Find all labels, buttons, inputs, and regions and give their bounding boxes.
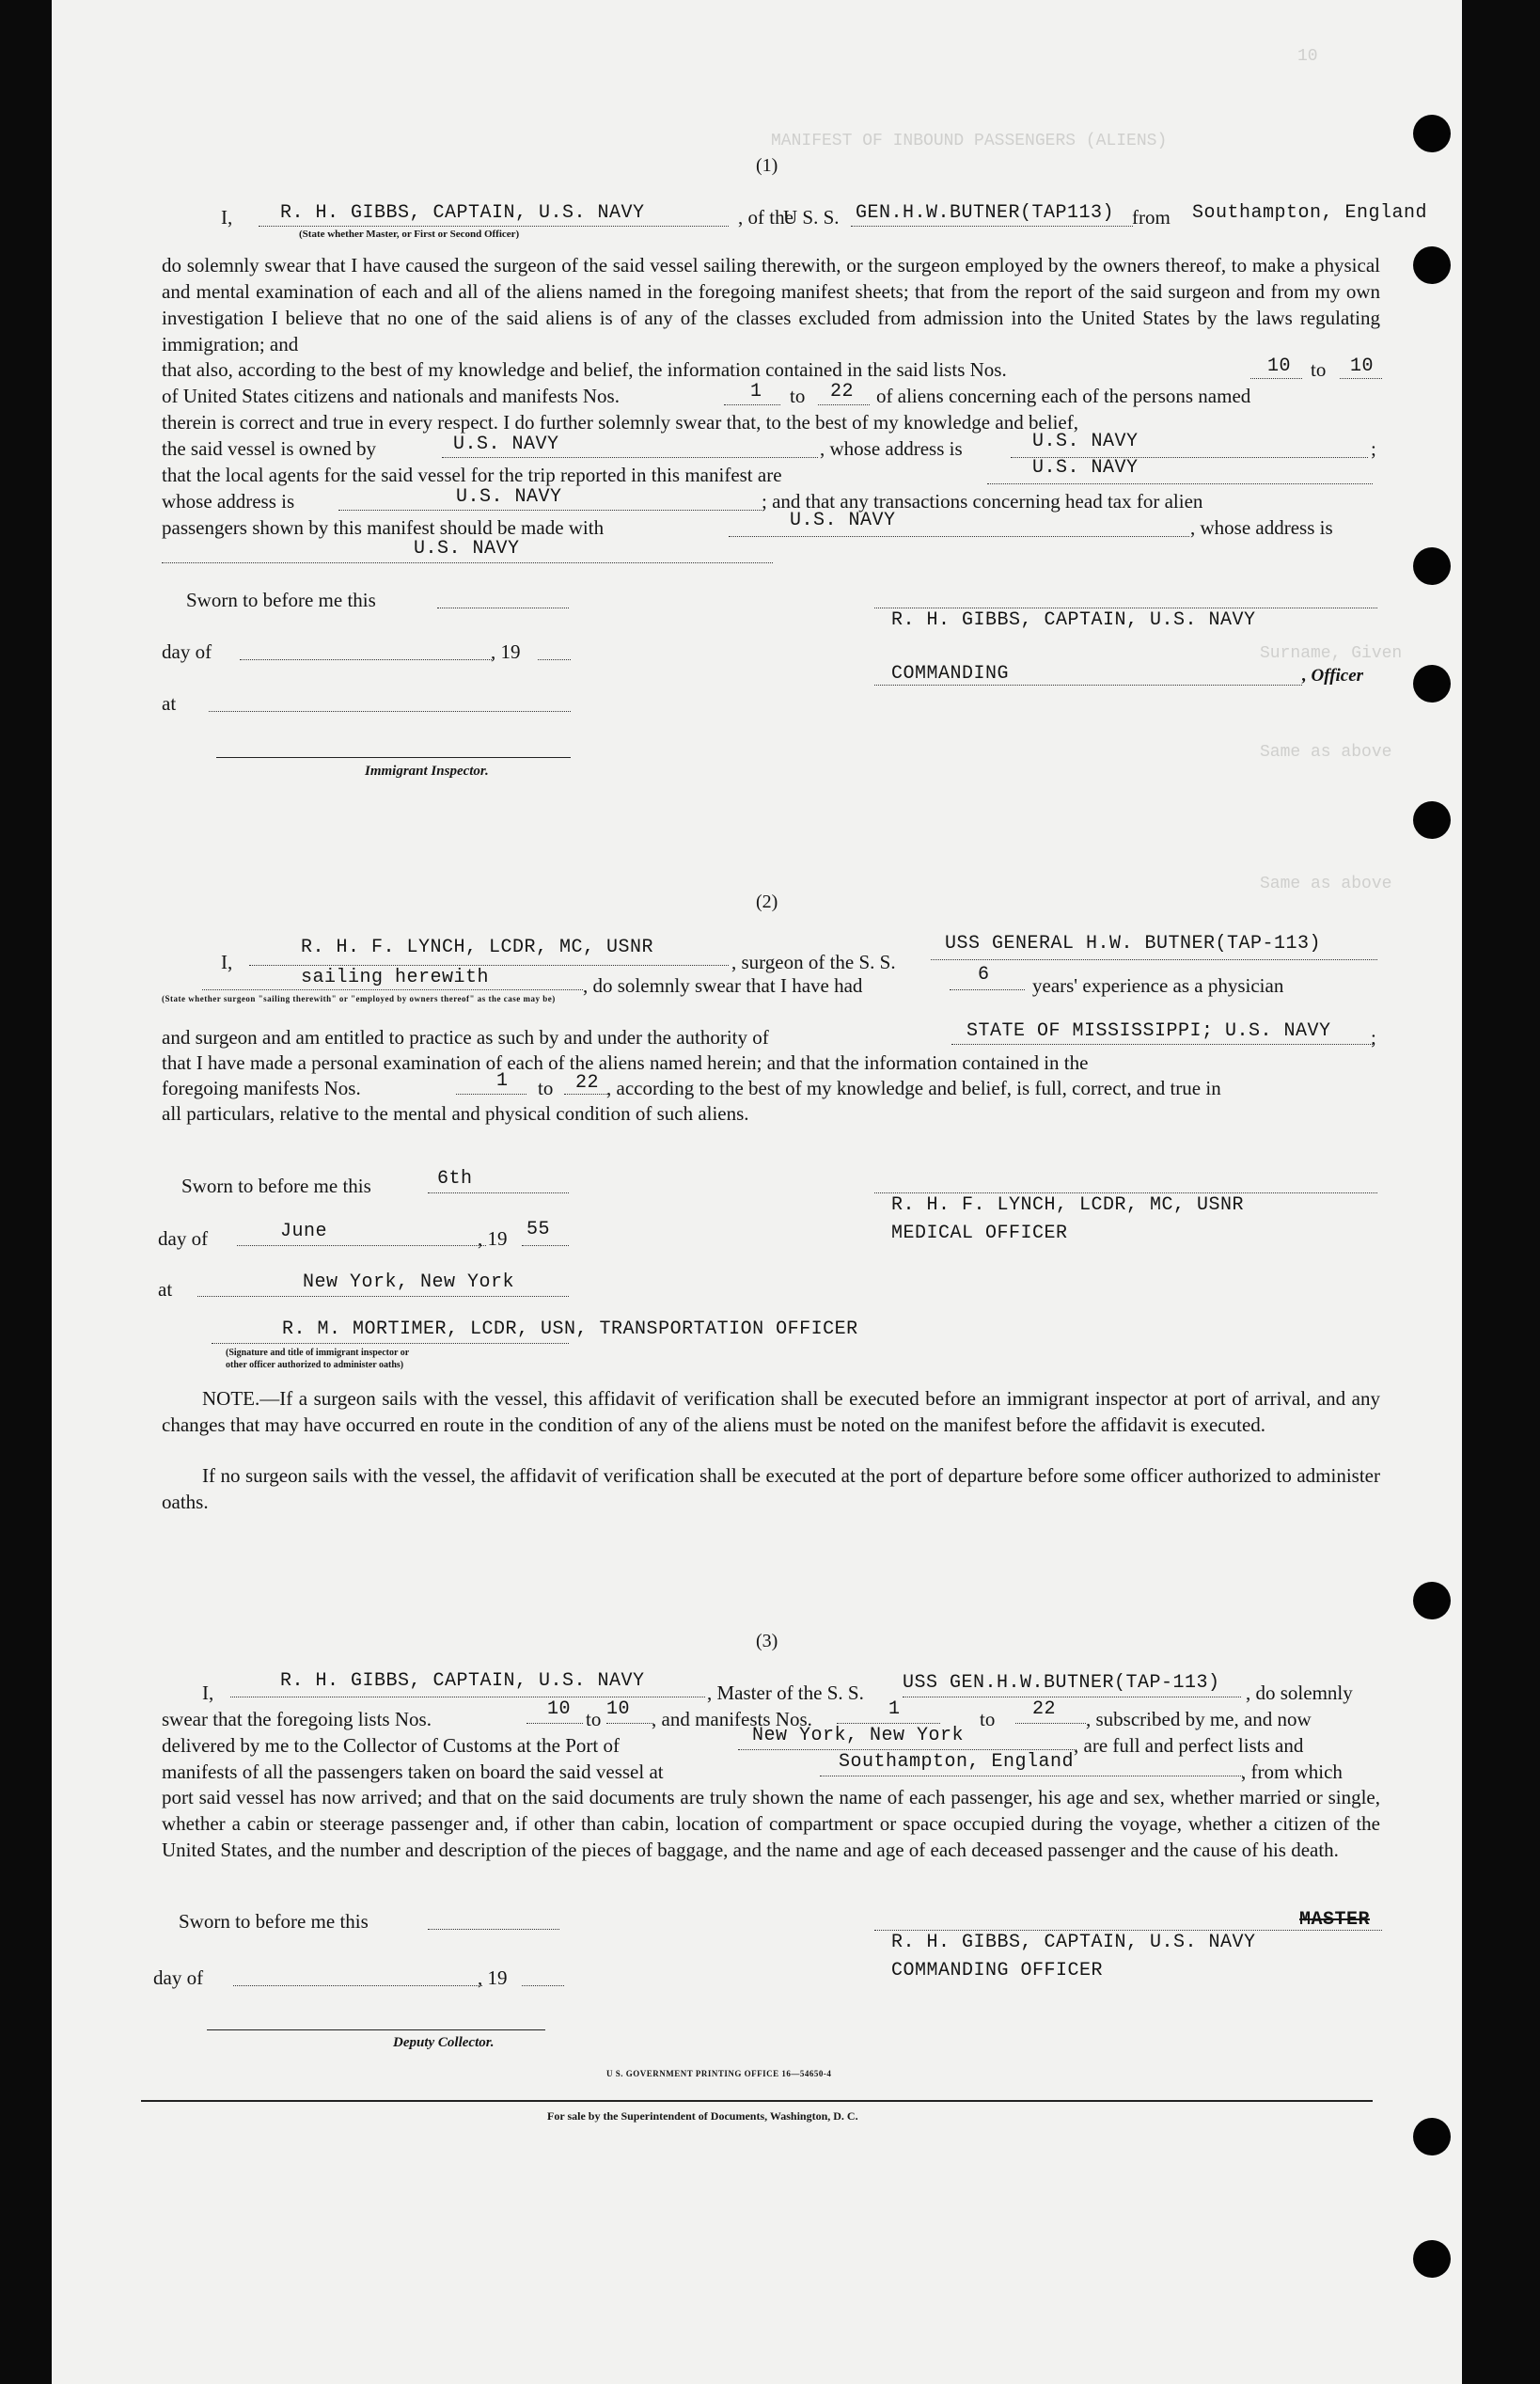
owner-address-field[interactable]: U.S. NAVY bbox=[1032, 431, 1139, 452]
text-line: , subscribed by me, and now bbox=[1086, 1708, 1312, 1730]
section-number: (1) bbox=[756, 155, 778, 176]
surgeon-signature: R. H. F. LYNCH, LCDR, MC, USNR bbox=[891, 1194, 1245, 1216]
text-line: passengers shown by this manifest should be made with bbox=[162, 516, 605, 539]
lists-to-field[interactable]: 10 bbox=[1350, 355, 1375, 377]
sworn-day-field[interactable]: 6th bbox=[437, 1168, 473, 1190]
year-label: , 19 bbox=[478, 1966, 508, 1989]
ss-label: U S. S. bbox=[783, 206, 840, 229]
field-caption: other officer authorized to administer oaths) bbox=[226, 1360, 404, 1370]
oath-officer-signature: R. M. MORTIMER, LCDR, USN, TRANSPORTATION OFFICER bbox=[282, 1318, 858, 1340]
text-line: manifests of all the passengers taken on board the said vessel at bbox=[162, 1760, 664, 1783]
year-label: , 19 bbox=[491, 640, 521, 663]
oath-paragraph-3: port said vessel has now arrived; and that on the said documents are truly shown the name of each passenger, his age and sex, whether married or single, whether a cabin or steerage passenger and, if other than cabin, location of compartment or space occupied during the voyage, whether a citizen of the United States, and the number and description of the pieces of baggage, and the name and age of each deceased passenger and the cause of his death. bbox=[162, 1786, 1380, 1861]
collector-caption: Deputy Collector. bbox=[393, 2035, 495, 2050]
text-line: swear that the foregoing lists Nos. bbox=[162, 1708, 432, 1730]
field-caption: (Signature and title of immigrant inspector or bbox=[226, 1348, 410, 1358]
at-label: at bbox=[158, 1278, 173, 1301]
sworn-label: Sworn to before me this bbox=[181, 1175, 371, 1197]
manifest-to-field-2[interactable]: 22 bbox=[575, 1072, 600, 1094]
note-label: NOTE. bbox=[202, 1387, 260, 1410]
text-line: and surgeon and am entitled to practice as such by and under the authority of bbox=[162, 1026, 769, 1049]
captain-signature: R. H. GIBBS, CAPTAIN, U.S. NAVY bbox=[891, 609, 1256, 631]
field-caption: (State whether surgeon "sailing therewith" or "employed by owners thereof" as the case may be) bbox=[162, 994, 556, 1003]
tax-address-field[interactable]: U.S. NAVY bbox=[414, 538, 520, 560]
text-line: delivered by me to the Collector of Customs at the Port of bbox=[162, 1734, 620, 1757]
text-line: that also, according to the best of my knowledge and belief, the information contained in the said lists Nos. bbox=[162, 358, 1007, 381]
manifest-to-field-3[interactable]: 22 bbox=[1032, 1698, 1057, 1720]
month-field[interactable]: June bbox=[280, 1221, 328, 1242]
year-label: , 19 bbox=[478, 1227, 508, 1250]
note-paragraph bbox=[162, 1385, 1380, 1438]
binder-hole bbox=[1413, 665, 1451, 703]
sailing-status-field[interactable]: sailing herewith bbox=[301, 967, 490, 988]
footer-note: For sale by the Superintendent of Documents, Washington, D. C. bbox=[547, 2109, 858, 2123]
master-title: COMMANDING OFFICER bbox=[891, 1960, 1104, 1981]
text-line: to bbox=[980, 1708, 996, 1730]
binder-hole bbox=[1413, 1582, 1451, 1619]
manifest-from-field-2[interactable]: 1 bbox=[496, 1070, 509, 1092]
text-line: , according to the best of my knowledge and belief, is full, correct, and true in bbox=[606, 1077, 1221, 1099]
text-line: that the local agents for the said vessel for the trip reported in this manifest are bbox=[162, 464, 782, 486]
captain-title: COMMANDING bbox=[891, 663, 1010, 685]
text-line: , surgeon of the S. S. bbox=[731, 951, 896, 973]
vessel-field[interactable]: GEN.H.W.BUTNER(TAP113) bbox=[856, 202, 1115, 224]
text-line: of United States citizens and nationals and manifests Nos. bbox=[162, 385, 620, 407]
surgeon-title: MEDICAL OFFICER bbox=[891, 1223, 1068, 1244]
printing-office-note: U S. GOVERNMENT PRINTING OFFICE 16—54650-4 bbox=[606, 2069, 832, 2078]
lists-to-field-3[interactable]: 10 bbox=[606, 1698, 631, 1720]
page-corner-number: 10 bbox=[1297, 47, 1318, 66]
line-label: I, bbox=[202, 1681, 214, 1704]
year-field[interactable]: 55 bbox=[526, 1219, 551, 1240]
sworn-label: Sworn to before me this bbox=[186, 589, 376, 611]
owner-field[interactable]: U.S. NAVY bbox=[453, 434, 559, 455]
binder-hole bbox=[1413, 115, 1451, 152]
note-text: —If a surgeon sails with the vessel, this affidavit of verification shall be executed before an immigrant inspector at port of arrival, and any changes that may have occurred en route in the condition of any of the aliens must be noted on the manifest before the affidavit is executed. bbox=[162, 1387, 1380, 1436]
binder-hole bbox=[1413, 2240, 1451, 2278]
vessel-field-3[interactable]: USS GEN.H.W.BUTNER(TAP-113) bbox=[903, 1672, 1220, 1694]
sworn-label: Sworn to before me this bbox=[179, 1910, 369, 1933]
day-of-label: day of bbox=[153, 1966, 204, 1989]
text-line: , whose address is bbox=[1190, 516, 1333, 539]
note-paragraph-2: If no surgeon sails with the vessel, the affidavit of verification shall be executed at the port of departure before some officer authorized to administer oaths. bbox=[162, 1464, 1380, 1513]
master-name-field[interactable]: R. H. GIBBS, CAPTAIN, U.S. NAVY bbox=[280, 202, 645, 224]
lists-from-field-3[interactable]: 10 bbox=[547, 1698, 572, 1720]
tax-party-field[interactable]: U.S. NAVY bbox=[790, 510, 896, 531]
master-signature: R. H. GIBBS, CAPTAIN, U.S. NAVY bbox=[891, 1932, 1256, 1953]
manifest-from-field-3[interactable]: 1 bbox=[888, 1698, 901, 1720]
text-line: , do solemnly swear that I have had bbox=[583, 974, 863, 997]
text-line: ; and that any transactions concerning head tax for alien bbox=[762, 490, 1203, 513]
text-line: foregoing manifests Nos. bbox=[162, 1077, 361, 1099]
section-number: (3) bbox=[756, 1631, 778, 1651]
agents-field[interactable]: U.S. NAVY bbox=[1032, 457, 1139, 479]
day-of-label: day of bbox=[162, 640, 212, 663]
inspector-caption: Immigrant Inspector. bbox=[365, 764, 489, 779]
surgeon-name-field[interactable]: R. H. F. LYNCH, LCDR, MC, USNR bbox=[301, 937, 654, 958]
manifest-to-field[interactable]: 22 bbox=[830, 381, 855, 403]
text-line: of aliens concerning each of the persons named bbox=[876, 385, 1251, 407]
binder-hole bbox=[1413, 547, 1451, 585]
manifest-from-field[interactable]: 1 bbox=[750, 381, 762, 403]
text-line: , and manifests Nos. bbox=[652, 1708, 812, 1730]
at-label: at bbox=[162, 692, 177, 715]
departure-port-field[interactable]: Southampton, England bbox=[1192, 202, 1428, 224]
line-label: I, bbox=[221, 206, 233, 229]
text-line: , Master of the S. S. bbox=[707, 1681, 864, 1704]
line-label: , of the bbox=[738, 206, 794, 229]
agents-address-field[interactable]: U.S. NAVY bbox=[456, 486, 562, 508]
text-line: years' experience as a physician bbox=[1032, 974, 1284, 997]
text-line: to bbox=[790, 385, 806, 407]
text-line: that I have made a personal examination of each of the aliens named herein; and that the information contained in the bbox=[162, 1051, 1089, 1074]
from-label: from bbox=[1132, 206, 1171, 229]
text-line: to bbox=[586, 1708, 602, 1730]
text-line: , whose address is bbox=[820, 437, 963, 460]
place-field[interactable]: New York, New York bbox=[303, 1271, 515, 1293]
struck-master-label: MASTER bbox=[1299, 1909, 1371, 1931]
text-line: , are full and perfect lists and bbox=[1074, 1734, 1304, 1757]
oath-paragraph: do solemnly swear that I have caused the surgeon of the said vessel sailing therewith, or the surgeon employed by the owners thereof, to make a physical and mental examination of each and all of the aliens named in the foregoing manifest sheets; that from the report of the said surgeon and from my own investigation I believe that no one of the said aliens is of any of the classes excluded from admission into the United States by the laws regulating immigration; and bbox=[162, 254, 1380, 355]
binder-hole bbox=[1413, 246, 1451, 284]
binder-hole bbox=[1413, 801, 1451, 839]
text-line: to bbox=[538, 1077, 554, 1099]
text-line: whose address is bbox=[162, 490, 295, 513]
text-line: therein is correct and true in every respect. I do further solemnly swear that, to the best of my knowledge and belief, bbox=[162, 411, 1078, 434]
text-line: to bbox=[1311, 358, 1327, 381]
section-number: (2) bbox=[756, 892, 778, 912]
officer-label: , Officer bbox=[1302, 666, 1364, 686]
vessel-field-2[interactable]: USS GENERAL H.W. BUTNER(TAP-113) bbox=[945, 933, 1322, 955]
text-line: , do solemnly bbox=[1246, 1681, 1353, 1704]
day-of-label: day of bbox=[158, 1227, 209, 1250]
line-label: I, bbox=[221, 951, 233, 973]
years-field[interactable]: 6 bbox=[978, 964, 990, 986]
field-caption: (State whether Master, or First or Second Officer) bbox=[299, 229, 520, 240]
master-name-field-3[interactable]: R. H. GIBBS, CAPTAIN, U.S. NAVY bbox=[280, 1670, 645, 1692]
authority-field[interactable]: STATE OF MISSISSIPPI; U.S. NAVY bbox=[966, 1020, 1331, 1042]
text-line: , from which bbox=[1241, 1760, 1343, 1783]
boarding-port-field[interactable]: Southampton, England bbox=[839, 1751, 1075, 1773]
text-line: all particulars, relative to the mental and physical condition of such aliens. bbox=[162, 1102, 749, 1125]
arrival-port-field[interactable]: New York, New York bbox=[752, 1725, 965, 1746]
lists-from-field[interactable]: 10 bbox=[1267, 355, 1292, 377]
binder-hole bbox=[1413, 2118, 1451, 2155]
text-line: the said vessel is owned by bbox=[162, 437, 377, 460]
